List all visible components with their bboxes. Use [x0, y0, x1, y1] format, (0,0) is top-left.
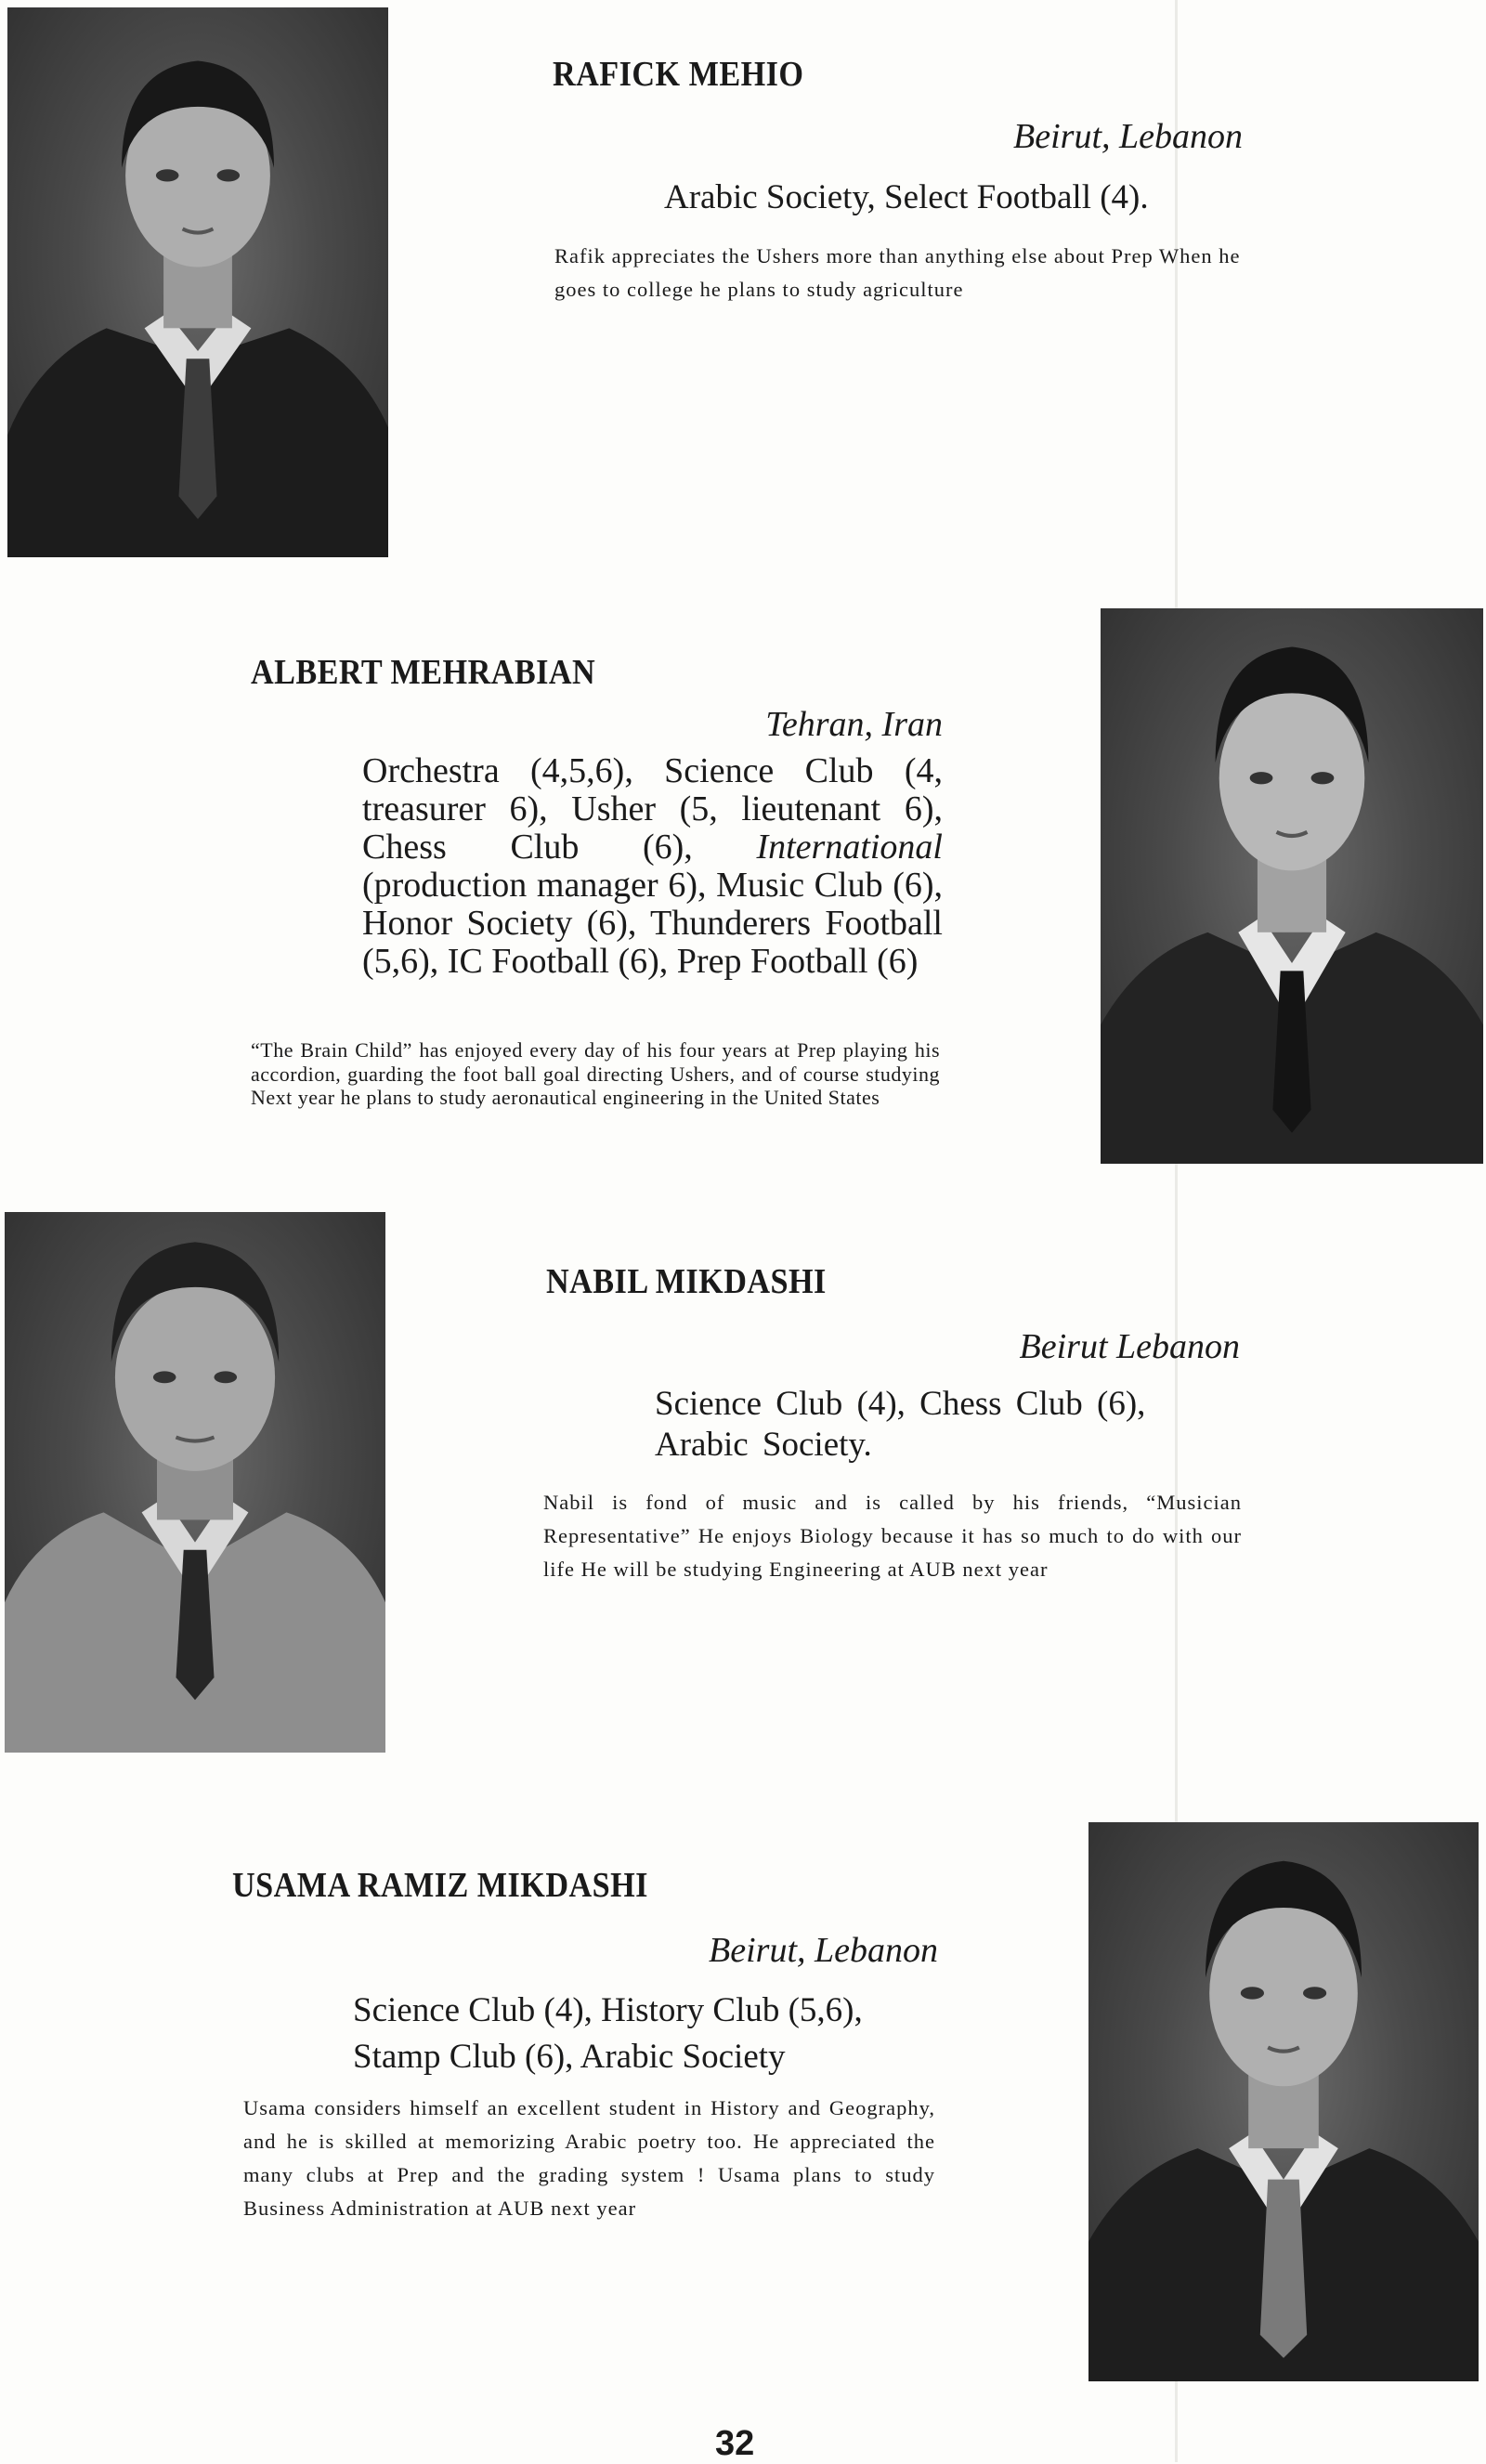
portrait-photo-usama-ramiz-mikdashi	[1088, 1822, 1479, 2381]
student-hometown: Tehran, Iran	[765, 705, 943, 744]
activities-text: (production manager 6), Music Club (6), Honor Society (6), Thunderers Football (5,6), IC Football (6), Prep Football (6)	[362, 866, 943, 981]
student-activities: Arabic Society, Select Football (4).	[664, 178, 1149, 216]
page-number: 32	[715, 2424, 755, 2463]
student-name: ALBERT MEHRABIAN	[251, 653, 596, 692]
student-name: NABIL MIKDASHI	[546, 1262, 827, 1301]
student-activities: Science Club (4), Chess Club (6), Arabic Society.	[655, 1385, 1146, 1464]
activities-text: Orchestra (4,5,6), Science Club (4, treasurer 6), Usher (5, lieutenant 6), Chess Club (6),	[362, 751, 943, 867]
student-activities: Science Club (4), History Club (5,6), Stamp Club (6), Arabic Society	[353, 1991, 863, 2076]
portrait-photo-rafick-mehio	[7, 7, 388, 557]
student-description: Nabil is fond of music and is called by his friends, “Musician Representative” He enjoys Biology because it has so much to do with our life He will be studying Engineering at AUB next year	[543, 1491, 1242, 1581]
student-hometown: Beirut, Lebanon	[1013, 117, 1243, 156]
student-name: USAMA RAMIZ MIKDASHI	[232, 1866, 648, 1905]
portrait-photo-albert-mehrabian	[1101, 608, 1483, 1164]
student-name: RAFICK MEHIO	[553, 55, 804, 94]
student-hometown: Beirut, Lebanon	[709, 1931, 938, 1970]
student-description: Usama considers himself an excellent student in History and Geography, and he is skilled at memorizing Arabic poetry too. He appreciated the many clubs at Prep and the grading system ! Usama plans to study Business Administration at AUB next year	[243, 2096, 935, 2220]
student-description: Rafik appreciates the Ushers more than anything else about Prep When he goes to college he plans to study agriculture	[554, 244, 1241, 301]
student-description: “The Brain Child” has enjoyed every day of his four years at Prep playing his accordion, guarding the foot ball goal directing Ushers, and of course studying Next year he plans to study aeronautical engineering in the United States	[251, 1038, 940, 1109]
student-hometown: Beirut Lebanon	[1019, 1327, 1240, 1366]
publication-name: International	[756, 828, 943, 867]
portrait-photo-nabil-mikdashi	[5, 1212, 385, 1753]
student-activities	[362, 752, 943, 981]
